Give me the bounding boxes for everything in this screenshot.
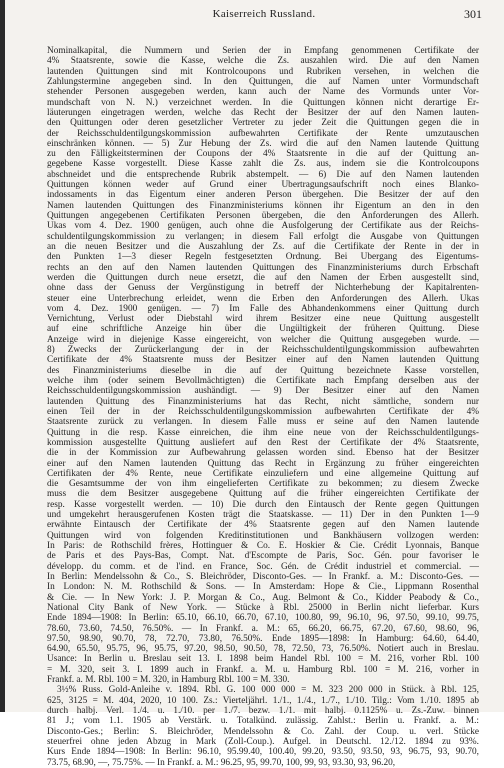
paragraph-1-line: den Quittungen oder deren gesetzlicher Vertreter zu jeder Zeit die Quittungen gegen die in bbox=[47, 118, 479, 129]
paragraph-1-line: 64.90, 65.50, 95.75, 96, 95.75, 97.20, 98.50, 90.50, 78, 72.50, 73, 76.50%. Notiert auch in Breslau. bbox=[47, 644, 479, 655]
paragraph-1-line: 4% Staatsrente, sowie die Kasse, welche die Zs. auszahlen wird. Die auf den Namen bbox=[47, 56, 479, 67]
paragraph-1-line: resp. Kasse vorgestellt werden. — 10) Die durch den Eintausch der Rente gegen Quittungen bbox=[47, 499, 479, 510]
paragraph-2-line: 81 J.; vom 1.1. 1905 ab Verstärk. u. Totalkünd. zulässig. Zahlst.: Berlin u. Frankf. a. M.: bbox=[47, 716, 479, 727]
paragraph-1-line: der Reichsschuldentilgungskommission aufbewahrten Certifikate der Rente umzutauschen bbox=[47, 128, 479, 139]
paragraph-1-line: Zahlungstermine angegeben sind. In den Quittungen, die auf Namen unter Vormundschaft bbox=[47, 76, 479, 87]
running-title: Kaiserreich Russland. bbox=[212, 8, 316, 20]
paragraph-1-line: lautenden Quittung des Finanzministeriums hat das Recht, nicht sämtliche, sondern nur bbox=[47, 396, 479, 407]
paragraph-2-line: steuerfrei ohne jeden Abzug in Mark (Zoll-Coup.). Aufgel. in Deutschl. 12./12. 1894 zu 93%. bbox=[47, 736, 479, 747]
paragraph-1-line: In London: N. M. Rothschild & Sons. — In Amsterdam: Hope & Cie., Lippmann Rosenthal bbox=[47, 582, 479, 593]
paragraph-1-line: 78.60, 73.60, 74.50, 76.50%. — In Frankf. a. M.: 65, 66.20, 66.75, 67.20, 67.60, 98.60, 96, bbox=[47, 623, 479, 634]
paragraph-1-line: Reichsschuldentilgungskommission aushändigt. — 9) Der Besitzer einer auf den Namen bbox=[47, 386, 479, 397]
paragraph-1-line: National City Bank of New York. — Stücke à Rbl. 25000 in Berlin nicht lieferbar. Kurs bbox=[47, 602, 479, 613]
paragraph-1-line: indossaments in das Eigentum einer anderen Person übergehen. Die Besitzer der auf den bbox=[47, 190, 479, 201]
paragraph-1-line: einschränken können. — 5) Zur Hebung der Zs. wird die auf den Namen lautende Quittung bbox=[47, 138, 479, 149]
paragraph-1-line: Quittungen können weder auf Grund einer Übertragungsaufschrift noch eines Blanko- bbox=[47, 180, 479, 191]
paragraph-1-line: 97.50, 98.90, 90.70, 78, 72.70, 73.80, 76.50%. Ende 1895—1898: In Hamburg: 64.60, 64.40, bbox=[47, 633, 479, 644]
body-text bbox=[47, 46, 479, 768]
paragraph-1-line: lautenden Quittungen sind mit Kontrolcoupons und Rubriken versehen, in welchen die bbox=[47, 66, 479, 77]
paragraph-1-line: an die neuen Besitzer und die Auszahlung der Zs. auf die Certifikate der Rente in der in bbox=[47, 241, 479, 252]
paragraph-1-line: kommission ausgestellte Quittung ausliefert auf den Rest der Certifikate der 4% Staatsrente, bbox=[47, 437, 479, 448]
paragraph-1-line: In Berlin: Mendelssohn & Co., S. Bleichröder, Disconto-Ges. — In Frankf. a. M.: Disconto-Ges. — bbox=[47, 571, 479, 582]
page-number: 301 bbox=[464, 7, 482, 21]
paragraph-1-line: gegebene Kasse vorgestellt. Diese Kasse zahlt die Zs. aus, indem sie die Kontrolcoupons bbox=[47, 159, 479, 170]
paragraph-1-line: läuterungen eingetragen werden, welche das Recht der Besitzer der auf den Namen lauten- bbox=[47, 107, 479, 118]
paragraph-1-line: Anzeige wird in diejenige Kasse eingereicht, von welcher die Quittung ausgegeben wurde. — bbox=[47, 334, 479, 345]
paragraph-1-line: die in der Kommission zur Aufbewahrung gelassen worden sind. Ebenso hat der Besitzer bbox=[47, 448, 479, 459]
paragraph-1-line: Quittung in die resp. Kasse einreichen, die ihm eine neue von der Reichsschuldentilgungs- bbox=[47, 427, 479, 438]
paragraph-1-line: mundschaft von N. N.) verzeichnet werden. In die Quittungen können nicht derartige Er- bbox=[47, 97, 479, 108]
paragraph-1-line: die Gesamtsumme der von ihm eingelieferten Certifikate zu bekommen; zu diesem Zwecke bbox=[47, 479, 479, 490]
paragraph-2-line: durch halbj. Verl. 1./4. u. 1./10. per 1./7. bezw. 1./1. mit halbj. 0.1125% u. Zs.-Zuw. binnen bbox=[47, 706, 479, 716]
paragraph-1-line: rechts an den auf den Namen lautenden Quittungen des Finanzministeriums durch Erbschaft bbox=[47, 262, 479, 273]
paragraph-1-line: einen Teil der in der Reichsschuldentilgungskommission aufbewahrten Certifikate der 4% bbox=[47, 406, 479, 417]
paragraph-2-line: 73.75, 68.90, —, 75.75%. — In Frankf. a. M.: 96.25, 95, 99.70, 100, 99, 93, 93.30, 93, 96.20, bbox=[47, 757, 396, 768]
paragraph-1-line: Quittungen wird von folgenden Kreditinstitutionen und Bankhäusern vollzogen werden: bbox=[47, 530, 479, 541]
paragraph-1-line: werden die Quittungen durch neue ersetzt, die auf den Namen der Erben ausgestellt sind, bbox=[47, 272, 479, 283]
paragraph-2-line: 3½% Russ. Gold-Anleihe v. 1894. Rbl. G. 100 000 000 = M. 323 200 000 in Stück. à Rbl. 125, bbox=[57, 685, 479, 696]
paragraph-1-line: schuldentilgungskommission zu verlangen; in diesem Fall erfolgt die Ausgabe von Quittungen bbox=[47, 231, 479, 242]
paragraph-1-line: des Finanzministeriums dieselbe in die auf der Quittung bezeichnete Kasse vorstellen, bbox=[47, 365, 479, 376]
paragraph-1-line: de Paris et des Pays-Bas, Compt. Nat. d'Escompte de Paris, Soc. Gén. pour favoriser le bbox=[47, 551, 479, 562]
paragraph-1-line: muss die dem Besitzer ausgegebene Quittung auf die früher eingereichten Certifikate der bbox=[47, 489, 479, 500]
paragraph-1-line: Usance: In Berlin u. Breslau seit 13. I. 1898 beim Handel Rbl. 100 = M. 216, vorher Rbl. 100 bbox=[47, 654, 479, 665]
paragraph-1-line: und umgekehrt herausgerufenen Kosten trägt die Staatskasse. — 11) Der in den Punkten 1—9 bbox=[47, 510, 479, 521]
paragraph-1-line: steuer eine Unterbrechung erleidet, wenn die Erben den Anforderungen des Allerh. Ukas bbox=[47, 293, 479, 304]
paragraph-1-line: Ukas vom 4. Dez. 1900 genügen, auch ohne die Ausfolgerung der Certifikate aus der Reichs- bbox=[47, 221, 479, 232]
paragraph-1-line: 8) Zwecks der Zurückerlangung der in der Reichsschuldentilgungskommission aufbewahrten bbox=[47, 345, 479, 356]
paragraph-1-line: welche ihm (oder seinem Bevollmächtigten) die Certifikate nach Empfang derselben aus der bbox=[47, 376, 479, 386]
paragraph-1-line: abschneidet und die entsprechende Rubrik abstempelt. — 6) Die auf den Namen lautenden bbox=[47, 169, 479, 180]
paragraph-1-line: Nominalkapital, die Nummern und Serien der in Empfang genommenen Certifikate der bbox=[47, 46, 479, 56]
paragraph-1-line: Namen lautenden Quittungen des Finanzministeriums können ihr Eigentum an den in den bbox=[47, 200, 479, 211]
paragraph-1-line: Frankf. a. M. Rbl. 100 = M. 320, in Hamburg Rbl. 100 = M. 330. bbox=[47, 675, 290, 686]
paragraph-2-line: 625, 3125 = M. 404, 2020, 10 100. Zs.: Vierteljährl. 1./1., 1./4., 1./7., 1./10. Tilg.: Vom 1./10. 1895 ab bbox=[47, 695, 479, 706]
paragraph-1-line: zu den Fälligkeitsterminen der Coupons der 4% Staatsrente in die auf der Quittung an- bbox=[47, 149, 479, 160]
paragraph-1-line: Staatsrente zurück zu verlangen. In diesem Falle muss er seine auf den Namen lautende bbox=[47, 417, 479, 428]
paragraph-1-line: vom 4. Dez. 1900 genügen. — 7) Im Falle des Abhandenkommens einer Quittung durch bbox=[47, 303, 479, 314]
scan-border bbox=[0, 0, 5, 712]
paragraph-1-line: auf eine schriftliche Anzeige hin über die Ungültigkeit der früheren Quittung. Diese bbox=[47, 324, 479, 335]
paragraph-1-line: erwähnte Eintausch der Certifikate der 4% Staatsrente gegen auf den Namen lautende bbox=[47, 520, 479, 531]
paragraph-1-line: In Paris: de Rothschild frères, Hottinguer & Co. E. Hoskier & Cie. Crédit Lyonnais, Banque bbox=[47, 541, 479, 551]
page-header bbox=[46, 8, 482, 24]
paragraph-1-line: développ. du comm. et de l'ind. en France, Soc. Gén. de Crédit industriel et commercial. — bbox=[47, 561, 479, 572]
paragraph-1-line: Vernichtung, Verlust oder Diebstahl wird ihrem Besitzer eine neue Quittung ausgestellt bbox=[47, 314, 479, 325]
paragraph-2-line: Kurs Ende 1894—1908: In Berlin: 96.10, 95.99.40, 100.40, 99.20, 93.50, 93.50, 93, 96.75, 93, 90.70, bbox=[47, 747, 479, 758]
paragraph-1-line: Ende 1894—1908: In Berlin: 65.10, 66.10, 66.70, 67.10, 100.80, 99, 96.10, 96, 97.50, 99.10, 99.75, bbox=[47, 613, 479, 624]
paragraph-1-line: Certifikate der 4% Staatsrente muss der Besitzer einer auf den Namen lautenden Quittung bbox=[47, 355, 479, 366]
paragraph-1-line: stehender Personen ausgegeben werden, kann auch der Name des Vormunds unter Vor- bbox=[47, 87, 479, 98]
paragraph-2-line: Disconto-Ges.; Berlin: S. Bleichröder, Mendelssohn & Co. Zahl. der Coup. u. verl. Stücke bbox=[47, 726, 479, 737]
paragraph-1-line: Certifikaten der 4% Rente, neue Certifikate einzuliefern und eine allgemeine Quittung auf bbox=[47, 468, 479, 479]
paragraph-1-line: & Cie. — In New York: J. P. Morgan & Co., Aug. Belmont & Co., Kidder Peabody & Co., bbox=[47, 592, 479, 603]
paragraph-1-line: = M. 320, seit 3. I. 1899 auch in Frankf. a. M. u. Hamburg Rbl. 100 = M. 216, vorher in bbox=[47, 664, 479, 675]
paragraph-1-line: Quittungen angegebenen Certifikaten Personen übergeben, die den Anforderungen des Allerh. bbox=[47, 211, 479, 221]
paragraph-1-line: ohne dass der Genuss der Vergünstigung in betreff der Nichterhebung der Kapitalrenten- bbox=[47, 283, 479, 294]
paragraph-1-line: einer auf den Namen lautenden Quittung das Recht in Ergänzung zu früher eingereichten bbox=[47, 458, 479, 469]
paragraph-1-line: den Punkten 1—3 dieser Regeln festgesetzten Ordnung. Bei Übergang des Eigentums- bbox=[47, 252, 479, 263]
